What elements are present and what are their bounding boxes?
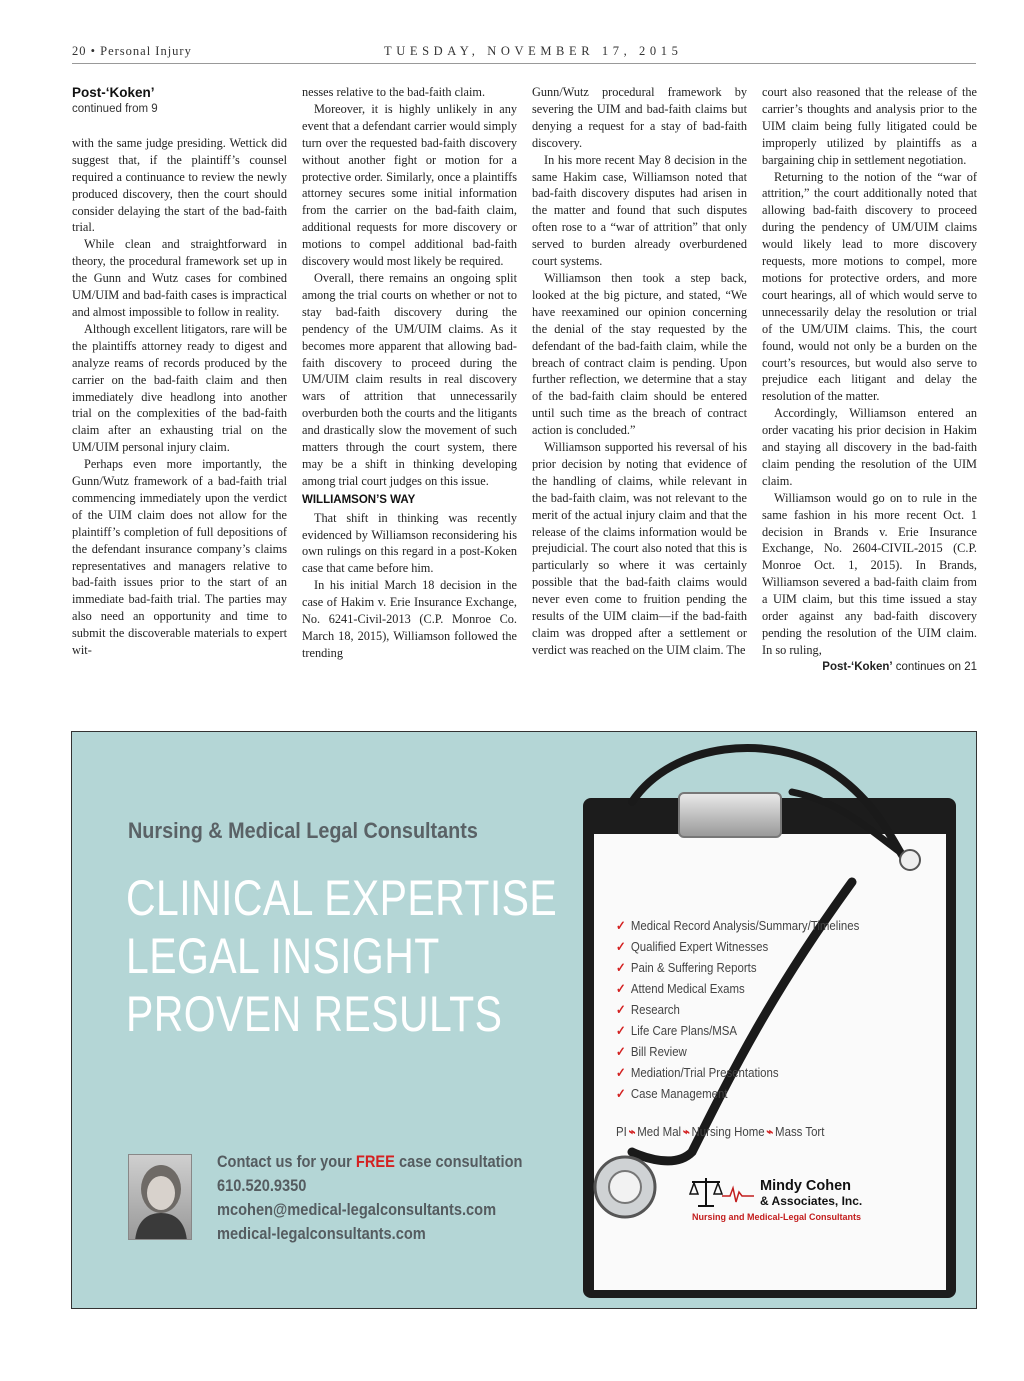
list-item: ✓ Attend Medical Exams bbox=[616, 981, 745, 996]
website-link[interactable]: medical-legalconsultants.com bbox=[217, 1224, 426, 1243]
services-list bbox=[616, 918, 859, 1107]
list-item: ✓ Research bbox=[616, 1002, 680, 1017]
article-column-3 bbox=[532, 84, 747, 659]
clipboard-clip bbox=[678, 792, 782, 838]
ad-headline-3: PROVEN RESULTS bbox=[126, 986, 503, 1042]
ad-company-name: Nursing & Medical Legal Consultants bbox=[128, 818, 478, 843]
contact-heading: Contact us for your FREE case consultation bbox=[217, 1152, 523, 1171]
article-column-2 bbox=[302, 84, 517, 662]
advertisement bbox=[71, 731, 977, 1309]
portrait-image bbox=[129, 1155, 192, 1240]
paragraph: Williamson supported his reversal of his prior decision by noting that evidence of the handling of claims, while relevant in the bad-faith claim, was not relevant to the merit of the actual injury claim and that the release of the claims information would be prejudicial. The court also noted that this is particularly so where it was certainly possible that the bad-faith claims would never even come to fruition pending the results of the UIM claim—if the bad-faith claim was dropped after a settlement or verdict was reached on the UIM claim. The bbox=[532, 440, 747, 657]
paragraph: Accordingly, Williamson entered an order vacating his prior decision in Hakim and staying all discovery in the bad-faith claim pending the resolution of the UIM claim. bbox=[762, 406, 977, 488]
issue-date: TUESDAY, NOVEMBER 17, 2015 bbox=[384, 44, 683, 58]
logo-tagline: Nursing and Medical-Legal Consultants bbox=[692, 1212, 862, 1222]
company-logo bbox=[688, 1174, 888, 1228]
heartbeat-icon: ⌁ bbox=[628, 1124, 636, 1139]
list-item: ✓ Pain & Suffering Reports bbox=[616, 960, 757, 975]
logo-name-2: & Associates, Inc. bbox=[760, 1194, 863, 1208]
paragraph: In his more recent May 8 decision in the same Hakim case, Williamson noted that bad-faith discovery disputes had arisen in the matter and found that such disputes often rose to a “war of attrition” that only served to burden already overburdened court systems. bbox=[532, 152, 747, 269]
consultant-photo bbox=[128, 1154, 192, 1240]
continued-from: continued from 9 bbox=[72, 103, 158, 115]
jump-text: continues on 21 bbox=[892, 660, 977, 673]
phone-number[interactable]: 610.520.9350 bbox=[217, 1176, 307, 1195]
paragraph: Returning to the notion of the “war of attrition,” the court additionally noted that allowing bad-faith discovery to proceed during the pendency of UM/UIM claims would likely lead to more discovery requests, more motions to compel, more motions for protective orders, and more court hearings, all of which would serve to unnecessarily delay the resolution or trial of the UM/UIM claims. This, the court found, would not only be a burden on the court’s resources, but would also serve to prejudice each litigant and delay the resolution of the matter. bbox=[762, 169, 977, 404]
paragraph: While clean and straightforward in theory, the procedural framework set up in the Gunn and Wutz cases for combined UM/UIM and bad-faith cases is impractical and almost impossible to follow in reality. bbox=[72, 237, 287, 319]
checkmark-icon: ✓ bbox=[616, 1086, 626, 1101]
jump-kicker: Post-‘Koken’ bbox=[822, 660, 893, 673]
paragraph: In his initial March 18 decision in the case of Hakim v. Erie Insurance Exchange, No. 6241-Civil-2013 (C.P. Monroe Co. March 18, 2015), Williamson followed the trending bbox=[302, 578, 517, 660]
list-item: ✓ Mediation/Trial Presentations bbox=[616, 1065, 779, 1080]
paragraph: nesses relative to the bad-faith claim. bbox=[302, 85, 486, 99]
continued-on bbox=[762, 659, 977, 676]
page-header bbox=[72, 44, 976, 64]
list-item: ✓ Qualified Expert Witnesses bbox=[616, 939, 769, 954]
paragraph: Gunn/Wutz procedural framework by severing the UIM and bad-faith claims but denying a request for a stay of bad-faith discovery. bbox=[532, 85, 747, 150]
article-column-4 bbox=[762, 84, 977, 676]
list-item: ✓ Medical Record Analysis/Summary/Timelines bbox=[616, 918, 860, 933]
list-item: ✓ Case Management bbox=[616, 1086, 728, 1101]
checkmark-icon: ✓ bbox=[616, 1002, 626, 1017]
article-column-1 bbox=[72, 84, 287, 659]
free-highlight: FREE bbox=[355, 1152, 395, 1171]
ad-headline-1: CLINICAL EXPERTISE bbox=[126, 870, 558, 926]
list-item: ✓ Bill Review bbox=[616, 1044, 687, 1059]
article-kicker: Post-‘Koken’ bbox=[72, 85, 155, 100]
checkmark-icon: ✓ bbox=[616, 981, 626, 996]
list-item: ✓ Life Care Plans/MSA bbox=[616, 1023, 738, 1038]
paragraph: Overall, there remains an ongoing split among the trial courts on whether or not to stay bad-faith discovery during the pendency of the UM/UIM claims. As it becomes more apparent that allowing bad-faith discovery to proceed during the UM/UIM claim results in real discovery wars of attrition that unnecessarily overburden both the courts and the litigants and drastically slow the movement of such matters through the court system, there may be a shift in thinking developing among trial court judges on this issue. bbox=[302, 270, 517, 488]
page-folio: 20 • Personal Injury bbox=[72, 44, 192, 58]
paragraph: Williamson then took a step back, looked at the big picture, and stated, “We have reexamined our opinion concerning the denial of the stay requested by the defendant of the bad-faith claim, while the breach of contract claim is pending. Upon further reflection, we determine that a stay of the bad-faith claim should be entered until such time as the breach of contract action is concluded.” bbox=[532, 270, 747, 438]
logo-name: Mindy Cohen bbox=[760, 1178, 852, 1194]
checkmark-icon: ✓ bbox=[616, 960, 626, 975]
checkmark-icon: ✓ bbox=[616, 1023, 626, 1038]
checkmark-icon: ✓ bbox=[616, 939, 626, 954]
paragraph: with the same judge presiding. Wettick did suggest that, if the plaintiff’s counsel required a continuance to review the newly produced discovery, then the court should consider delaying the start of the bad-faith trial. bbox=[72, 135, 287, 235]
email-link[interactable]: mcohen@medical-legalconsultants.com bbox=[217, 1200, 497, 1219]
paragraph: Moreover, it is highly unlikely in any event that a defendant carrier would simply turn over the requested bad-faith discovery without another fight or motion for a protective order. Similarly, once a plaintiffs attorney secures some initial information from the carrier on the bad-faith claim, additional requests for more discovery or motions to compel additional bad-faith discovery would most likely be required. bbox=[302, 101, 517, 269]
heartbeat-icon: ⌁ bbox=[682, 1124, 690, 1139]
checkmark-icon: ✓ bbox=[616, 1065, 626, 1080]
practice-areas: PI ⌁ Med Mal ⌁ Nursing Home ⌁ Mass Tort bbox=[616, 1124, 825, 1139]
scales-of-justice-icon bbox=[688, 1174, 754, 1212]
paragraph: That shift in thinking was recently evidenced by Williamson reconsidering his own rulings on this regard in a post-Koken case that came before him. bbox=[302, 510, 517, 576]
ad-headline-2: LEGAL INSIGHT bbox=[126, 928, 440, 984]
paragraph: court also reasoned that the release of the carrier’s thoughts and analysis prior to the UIM claim being fully litigated could be improperly utilized by plaintiffs as a bargaining chip in settlement negotiation. bbox=[762, 85, 977, 167]
paragraph: Perhaps even more importantly, the Gunn/Wutz framework of a bad-faith trial commencing immediately upon the verdict of the UIM claim does not allow for the plaintiff’s completion of full depositions of the defendant insurance company’s claims representatives and managers relative to bad-faith issues prior to the start of an immediate bad-faith trial. The parties may also need an opportunity and time to submit the discoverable materials to expert wit- bbox=[72, 457, 287, 658]
heartbeat-icon: ⌁ bbox=[766, 1124, 774, 1139]
paragraph: Williamson would go on to rule in the same fashion in his more recent Oct. 1 decision in Brands v. Erie Insurance Exchange, No. 2604-CIVIL-2015 (C.P. Monroe Oct. 1, 2015). In Brands, Williamson severed a bad-faith claim from a UIM claim, but this time issued a stay order against any bad-faith discovery pending the resolution of the UIM claim. In so ruling, bbox=[762, 490, 977, 657]
checkmark-icon: ✓ bbox=[616, 1044, 626, 1059]
section-subhead: WILLIAMSON’S WAY bbox=[302, 493, 416, 506]
paragraph: Although excellent litigators, rare will be the plaintiffs attorney ready to digest and analyze reams of records produced by the carrier on the bad-faith claim and then immediately dive headlong into another trial on the complexities of the bad-faith claim after an exhausting trial on the UM/UIM personal injury claim. bbox=[72, 321, 287, 455]
checkmark-icon: ✓ bbox=[616, 918, 626, 933]
